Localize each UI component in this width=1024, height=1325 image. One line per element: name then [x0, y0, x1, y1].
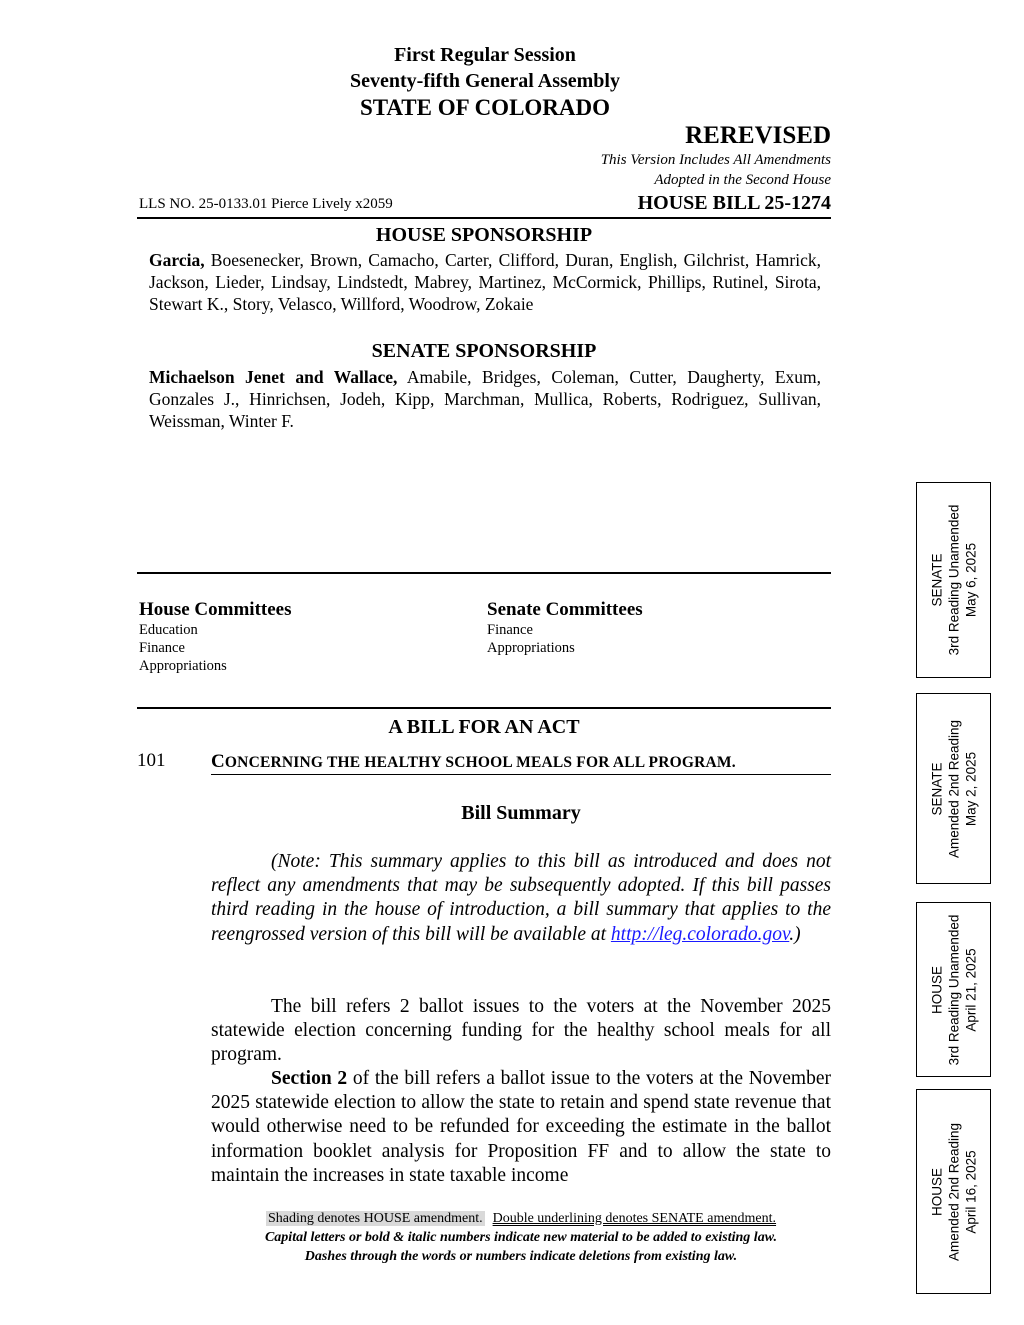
stamp-house-3rd: HOUSE 3rd Reading Unamended April 21, 2025 [916, 902, 991, 1077]
house-committees-title: House Committees [139, 599, 292, 620]
header-rule [137, 217, 831, 219]
senate-amendment-legend: Double underlining denotes SENATE amendment. [492, 1211, 777, 1226]
bill-rule [137, 707, 831, 709]
senate-sponsors [149, 366, 821, 432]
senate-committee-item: Finance [487, 622, 533, 638]
state-title: STATE OF COLORADO [359, 95, 611, 120]
house-cosponsors: Boesenecker, Brown, Camacho, Carter, Clifford, Duran, English, Gilchrist, Hamrick, Jackson, Lieder, Lindsay, Lindstedt, Mabrey, Martinez, McCormick, Phillips, Rutinel, Sirota, Stewart K., Story, Velasco, Willford, Woodrow, Zokaie [149, 250, 822, 314]
stamp-senate-3rd: SENATE 3rd Reading Unamended May 6, 2025 [916, 482, 991, 678]
assembly-title: Seventy-fifth General Assembly [350, 70, 620, 92]
title-rule [211, 774, 831, 775]
house-amendment-legend: Shading denotes HOUSE amendment. [267, 1211, 483, 1226]
house-sponsors [149, 249, 821, 315]
bill-title: CONCERNING THE HEALTHY SCHOOL MEALS FOR ALL PROGRAM. [211, 751, 736, 772]
leg-link[interactable]: http://leg.colorado.gov [610, 923, 790, 945]
senate-lead-sponsor: Michaelson Jenet and Wallace, [149, 367, 398, 387]
version-note-1: This Version Includes All Amendments [600, 152, 831, 168]
summary-para-1: The bill refers 2 ballot issues to the voters at the November 2025 statewide election concerning funding for the healthy school meals for all program. [211, 996, 831, 1066]
bill-heading: A BILL FOR AN ACT [388, 716, 580, 738]
senate-committees-title: Senate Committees [487, 599, 643, 620]
line-number: 101 [137, 750, 166, 771]
footer-line-2: Capital letters or bold & italic numbers indicate new material to be added to existing law. [264, 1230, 778, 1245]
house-committee-item: Education [139, 622, 198, 638]
house-committee-item: Finance [139, 640, 185, 656]
committees-rule [137, 572, 831, 574]
summary-note: (Note: This summary applies to this bill as introduced and does not reflect any amendments that may be subsequently adopted. If this bill passes third reading in the house of introduction, a bill summary that applies to the reengrossed version of this bill will be available at http://leg.colorado.gov.) [211, 851, 831, 945]
senate-committees [487, 599, 643, 657]
version-note-2: Adopted in the Second House [654, 172, 831, 188]
stamp-house-2nd: HOUSE Amended 2nd Reading April 16, 2025 [916, 1089, 991, 1294]
house-committees [139, 599, 292, 675]
house-committee-item: Appropriations [139, 658, 227, 674]
senate-cosponsors: Amabile, Bridges, Coleman, Cutter, Daugherty, Exum, Gonzales J., Hinrichsen, Jodeh, Kipp, Marchman, Mullica, Roberts, Rodriguez, Sullivan, Weissman, Winter F. [149, 367, 821, 431]
house-lead-sponsor: Garcia, [149, 250, 205, 270]
footer-line-3: Dashes through the words or numbers indicate deletions from existing law. [304, 1249, 738, 1264]
bill-number: HOUSE BILL 25-1274 [637, 192, 831, 214]
senate-sponsorship-title: SENATE SPONSORSHIP [371, 340, 597, 362]
footer-legend [200, 1211, 842, 1227]
summary-para-2: Section 2 of the bill refers a ballot issue to the voters at the November 2025 statewide election to allow the state to retain and spend state revenue that would otherwise need to be refunded for exceeding the estimate in the ballot information booklet analysis for Proposition FF and to allow the state to maintain the increases in state taxable income [211, 1068, 832, 1186]
lls-number: LLS NO. 25-0133.01 Pierce Lively x2059 [139, 196, 393, 212]
session-title: First Regular Session [394, 44, 576, 66]
stamp-senate-2nd: SENATE Amended 2nd Reading May 2, 2025 [916, 693, 991, 884]
summary-title: Bill Summary [461, 802, 581, 824]
senate-committee-item: Appropriations [487, 640, 575, 656]
house-sponsorship-title: HOUSE SPONSORSHIP [375, 224, 593, 246]
version-label: REREVISED [685, 122, 831, 149]
